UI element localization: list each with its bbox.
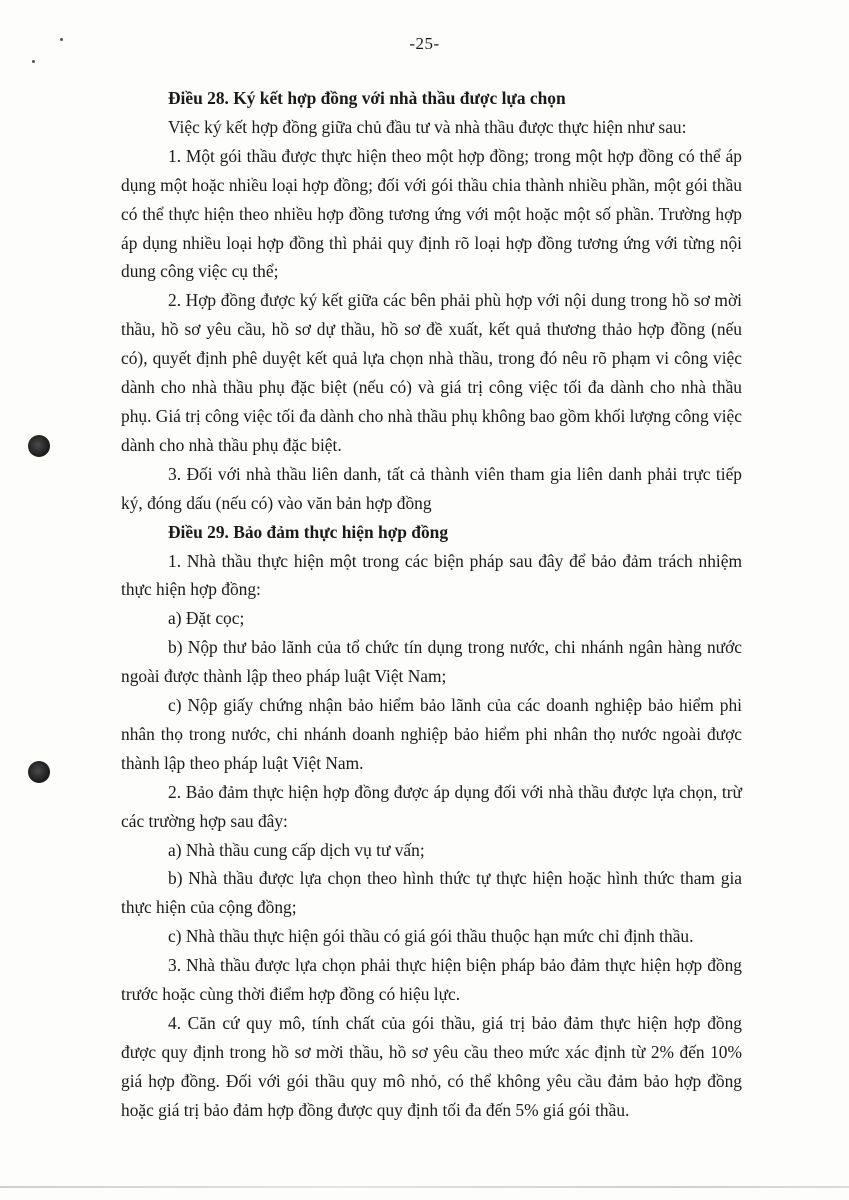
article-29-clause-1b: b) Nộp thư bảo lãnh của tổ chức tín dụng trong nước, chi nhánh ngân hàng nước ngoài được thành lập theo pháp luật Việt Nam; bbox=[121, 637, 742, 687]
scan-speck bbox=[32, 60, 35, 63]
article-28-intro: Việc ký kết hợp đồng giữa chủ đầu tư và nhà thầu được thực hiện như sau: bbox=[168, 116, 687, 137]
article-28-clause-3: 3. Đối với nhà thầu liên danh, tất cả thành viên tham gia liên danh phải trực tiếp ký, đóng dấu (nếu có) vào văn bản hợp đồng bbox=[121, 463, 742, 513]
article-28-clause-1: 1. Một gói thầu được thực hiện theo một hợp đồng; trong một hợp đồng có thể áp dụng một hoặc nhiều loại hợp đồng; đối với gói thầu chia thành nhiều phần, một gói thầu có thể thực hiện theo nhiều hợp đồng tương ứng với một hoặc một số phần. Trường hợp áp dụng nhiều loại hợp đồng thì phải quy định rõ loại hợp đồng tương ứng với từng nội dung công việc cụ thể; bbox=[121, 145, 742, 282]
article-29-clause-4: 4. Căn cứ quy mô, tính chất của gói thầu, giá trị bảo đảm thực hiện hợp đồng được quy định trong hồ sơ mời thầu, hồ sơ yêu cầu theo mức xác định từ 2% đến 10% giá hợp đồng. Đối với gói thầu quy mô nhỏ, có thể không yêu cầu đảm bảo hợp đồng hoặc giá trị bảo đảm hợp đồng được quy định tối đa đến 5% giá gói thầu. bbox=[121, 1013, 742, 1120]
article-28-heading: Điều 28. Ký kết hợp đồng với nhà thầu được lựa chọn bbox=[168, 88, 566, 108]
article-29-clause-1c: c) Nộp giấy chứng nhận bảo hiểm bảo lãnh của các doanh nghiệp bảo hiểm phi nhân thọ trong nước, chi nhánh doanh nghiệp bảo hiểm phi nhân thọ nước ngoài được thành lập theo pháp luật Việt Nam. bbox=[121, 695, 742, 773]
article-29-heading: Điều 29. Bảo đảm thực hiện hợp đồng bbox=[168, 521, 449, 542]
document-body bbox=[121, 84, 742, 1125]
article-29-clause-2: 2. Bảo đảm thực hiện hợp đồng được áp dụng đối với nhà thầu được lựa chọn, trừ các trường hợp sau đây: bbox=[121, 781, 742, 831]
punch-hole bbox=[28, 761, 50, 783]
article-29-clause-2c: c) Nhà thầu thực hiện gói thầu có giá gói thầu thuộc hạn mức chỉ định thầu. bbox=[168, 926, 694, 947]
page-bottom-edge bbox=[0, 1186, 849, 1188]
article-29-clause-3: 3. Nhà thầu được lựa chọn phải thực hiện biện pháp bảo đảm thực hiện hợp đồng trước hoặc cùng thời điểm hợp đồng có hiệu lực. bbox=[121, 955, 742, 1005]
article-29-clause-2a: a) Nhà thầu cung cấp dịch vụ tư vấn; bbox=[168, 839, 425, 860]
punch-hole bbox=[28, 435, 50, 457]
article-29-clause-1a: a) Đặt cọc; bbox=[168, 608, 245, 629]
article-28-clause-2: 2. Hợp đồng được ký kết giữa các bên phải phù hợp với nội dung trong hồ sơ mời thầu, hồ sơ yêu cầu, hồ sơ dự thầu, hồ sơ đề xuất, kết quả thương thảo hợp đồng (nếu có), quyết định phê duyệt kết quả lựa chọn nhà thầu, trong đó nêu rõ phạm vi công việc dành cho nhà thầu phụ đặc biệt (nếu có) và giá trị công việc tối đa dành cho nhà thầu phụ. Giá trị công việc tối đa dành cho nhà thầu phụ không bao gồm khối lượng công việc dành cho nhà thầu phụ đặc biệt. bbox=[121, 290, 742, 455]
page-number: -25- bbox=[409, 34, 440, 53]
article-29-clause-1: 1. Nhà thầu thực hiện một trong các biện pháp sau đây để bảo đảm trách nhiệm thực hiện hợp đồng: bbox=[121, 550, 742, 600]
article-29-clause-2b: b) Nhà thầu được lựa chọn theo hình thức tự thực hiện hoặc hình thức tham gia thực hiện của cộng đồng; bbox=[121, 868, 742, 918]
